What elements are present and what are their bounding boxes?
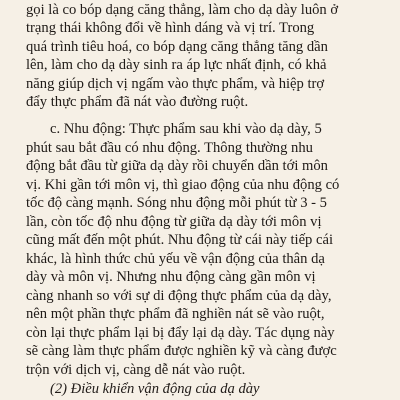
text-line: gọi là co bóp dạng căng thẳng, làm cho dạ dày luôn ở bbox=[26, 2, 339, 18]
text-line: cũng mất đến một phút. Nhu động từ cái này tiếp cái bbox=[26, 232, 334, 248]
text-line: tốc độ càng mạnh. Sóng nhu động mỗi phút từ 3 - 5 bbox=[26, 195, 327, 211]
text-line: khác, là hình thức chủ yếu về vận động của thân dạ bbox=[26, 251, 325, 267]
text-line: trộn với dịch vị, càng dễ nát vào ruột. bbox=[26, 362, 246, 378]
text-line: lần, còn tốc độ nhu động từ giữa dạ dày tới môn vị bbox=[26, 214, 322, 230]
text-line: phút sau bắt đầu có nhu động. Thông thường nhu bbox=[26, 140, 313, 156]
text-line: dày và môn vị. Nhưng nhu động càng gần môn vị bbox=[26, 269, 316, 285]
text-line: lên, làm cho dạ dày sinh ra áp lực nhất định, có khả bbox=[26, 57, 327, 73]
text-line: còn lại thực phẩm lại bị đẩy lại dạ dày. Tác dụng này bbox=[26, 325, 335, 341]
text-line: trạng thái không đổi về hình dáng và vị trí. Trong bbox=[26, 20, 315, 36]
text-line: càng nhanh so với sự di động thực phẩm của dạ dày, bbox=[26, 288, 332, 304]
text-line: động bắt đầu từ giữa dạ dày rồi chuyển dần tới môn bbox=[26, 158, 328, 174]
text-line: vị. Khi gần tới môn vị, thì giao động của nhu động có bbox=[26, 177, 340, 193]
text-line: đẩy thực phẩm đã nát vào đường ruột. bbox=[26, 94, 249, 110]
text-line: nên một phần thực phẩm đã nghiền nát sẽ vào ruột, bbox=[26, 306, 325, 322]
text-line: c. Nhu động: Thực phẩm sau khi vào dạ dày, 5 bbox=[50, 121, 322, 137]
section-heading: (2) Điều khiển vận động của dạ dày bbox=[50, 381, 260, 397]
text-line: sẽ càng làm thực phẩm được nghiền kỹ và càng được bbox=[26, 343, 337, 359]
text-line: quá trình tiêu hoá, co bóp dạng căng thẳng tăng dần bbox=[26, 39, 328, 55]
text-line: năng giúp dịch vị ngấm vào thực phẩm, và hiệp trợ bbox=[26, 76, 325, 92]
